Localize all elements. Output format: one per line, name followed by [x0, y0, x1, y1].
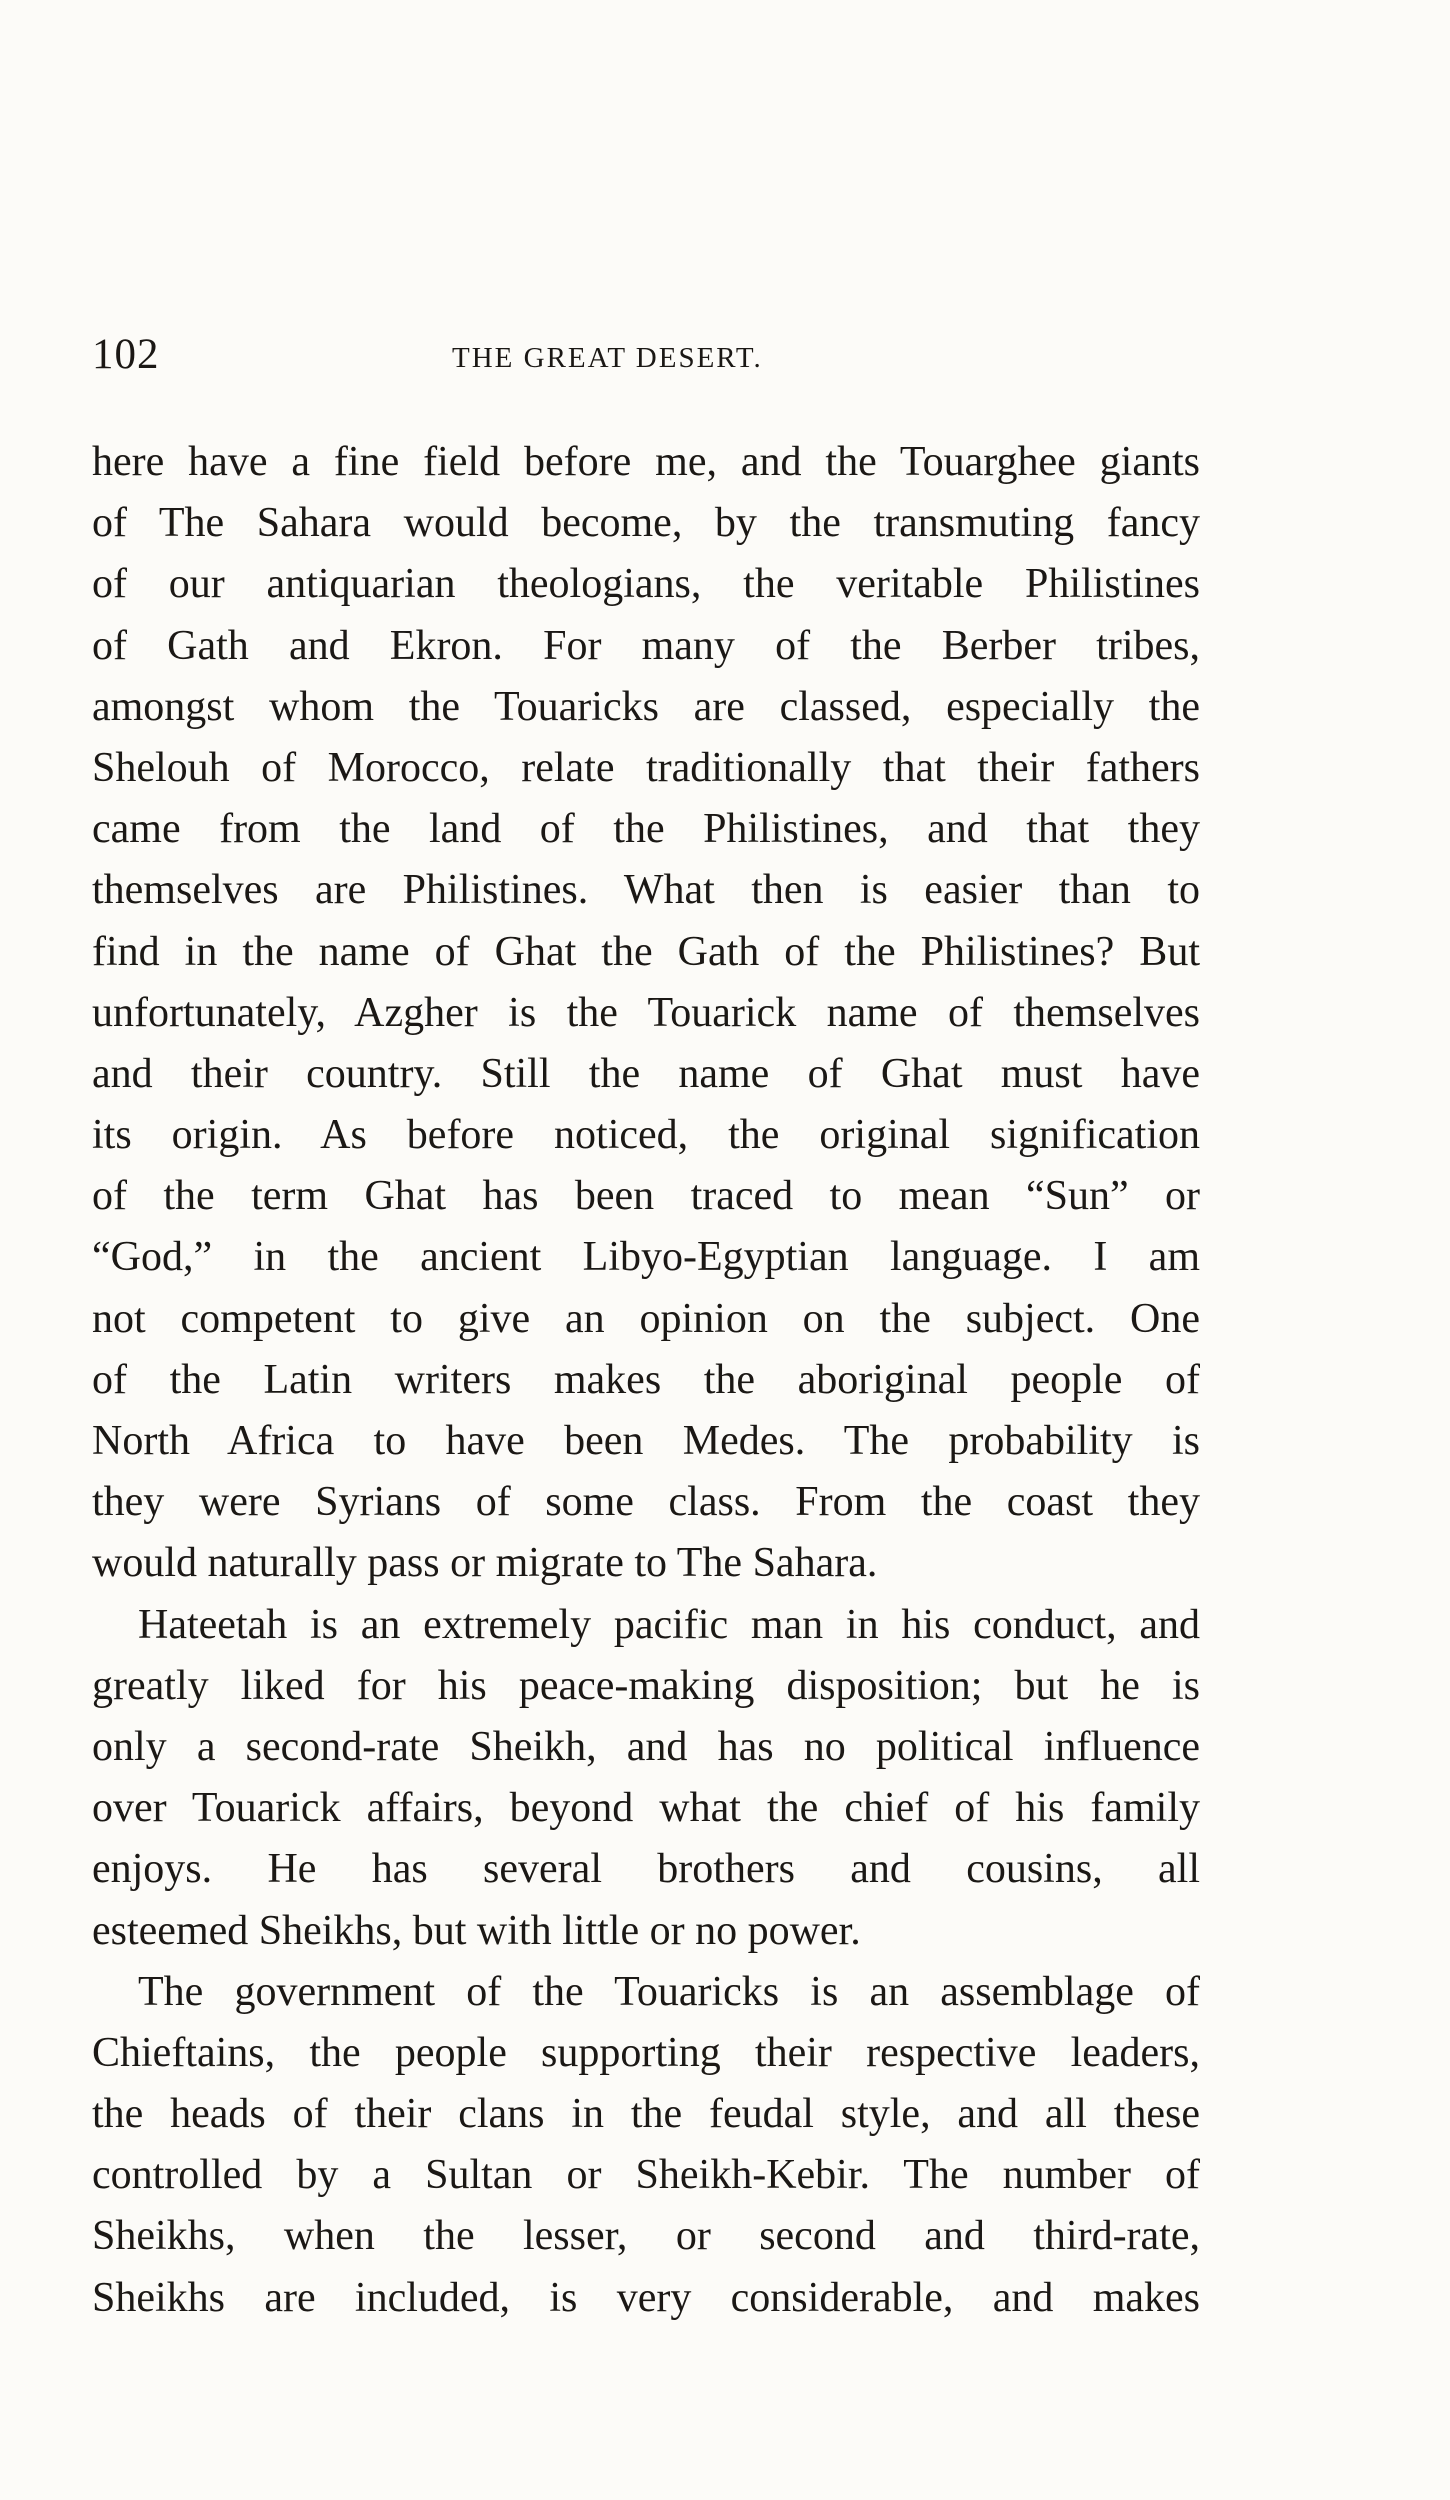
text-line: of the Latin writers makes the aboriginal people of [92, 1356, 1200, 1403]
text-line: unfortunately, Azgher is the Touarick name of themselves [92, 989, 1200, 1036]
text-line: amongst whom the Touaricks are classed, especially the [92, 683, 1200, 730]
text-line: North Africa to have been Medes. The probability is [92, 1418, 1200, 1464]
text-line: its origin. As before noticed, the original signification [92, 1112, 1200, 1159]
text-line: of The Sahara would become, by the transmuting fancy [92, 500, 1200, 547]
page-header [92, 330, 1192, 390]
text-line: of our antiquarian theologians, the veritable Philistines [92, 561, 1200, 608]
body-text [92, 432, 1200, 2329]
text-line: they were Syrians of some class. From the coast they [92, 1479, 1200, 1526]
text-line: enjoys. He has several brothers and cousins, all [92, 1846, 1200, 1893]
paragraph [92, 432, 1200, 1595]
text-line: of the term Ghat has been traced to mean “Sun” or [92, 1173, 1200, 1220]
text-line: the heads of their clans in the feudal style, and all these [92, 2091, 1200, 2138]
text-line: greatly liked for his peace-making disposition; but he is [92, 1662, 1200, 1709]
text-line: came from the land of the Philistines, and that they [92, 806, 1200, 853]
page-number: 102 [92, 331, 160, 378]
text-line: The government of the Touaricks is an assemblage of [138, 1968, 1200, 2015]
text-line: Chieftains, the people supporting their respective leaders, [92, 2029, 1200, 2076]
text-line: Sheikhs are included, is very considerable, and makes [92, 2274, 1200, 2321]
text-line: Shelouh of Morocco, relate traditionally that their fathers [92, 744, 1200, 791]
text-line: only a second-rate Sheikh, and has no political influence [92, 1723, 1200, 1770]
text-line: “God,” in the ancient Libyo-Egyptian language. I am [92, 1234, 1200, 1281]
text-line: not competent to give an opinion on the subject. One [92, 1295, 1200, 1342]
paragraph [92, 1962, 1200, 2329]
text-line: find in the name of Ghat the Gath of the Philistines? But [92, 928, 1200, 975]
text-line: controlled by a Sultan or Sheikh-Kebir. The number of [92, 2152, 1200, 2199]
text-line: would naturally pass or migrate to The Sahara. [92, 1540, 878, 1587]
text-line: over Touarick affairs, beyond what the chief of his family [92, 1785, 1200, 1832]
text-line: Sheikhs, when the lesser, or second and third-rate, [92, 2213, 1200, 2260]
text-line: here have a fine field before me, and the Touarghee giants [92, 439, 1200, 485]
paragraph [92, 1595, 1200, 1962]
text-line: esteemed Sheikhs, but with little or no power. [92, 1907, 861, 1954]
running-head: THE GREAT DESERT. [452, 342, 763, 374]
text-line: of Gath and Ekron. For many of the Berber tribes, [92, 622, 1200, 669]
text-line: and their country. Still the name of Ghat must have [92, 1050, 1200, 1097]
text-line: Hateetah is an extremely pacific man in his conduct, and [138, 1601, 1200, 1648]
text-line: themselves are Philistines. What then is easier than to [92, 867, 1200, 914]
